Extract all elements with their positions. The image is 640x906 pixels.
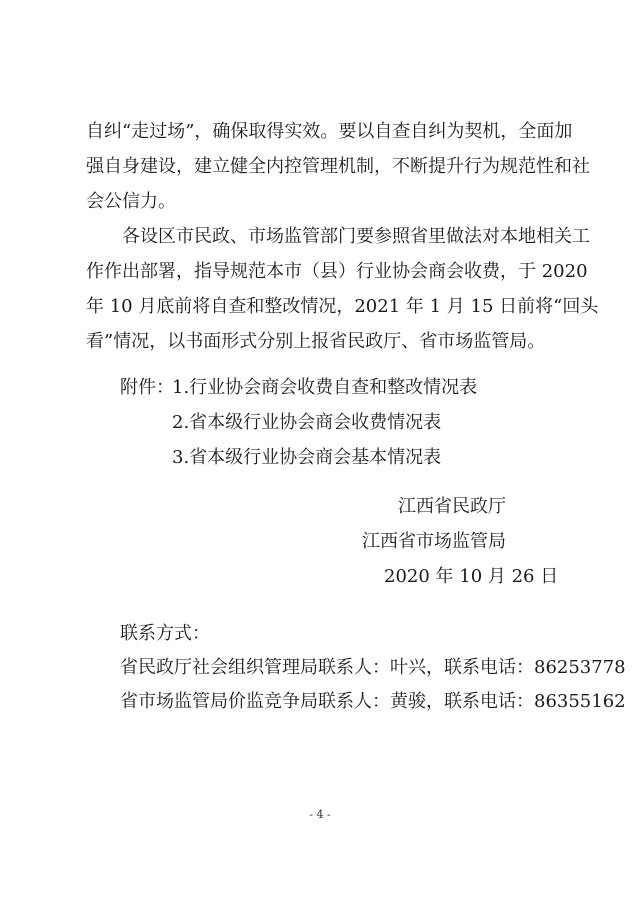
paragraph-2-line-3: 年 10 月底前将自查和整改情况，2021 年 1 月 15 日前将“回头 — [86, 296, 599, 317]
paragraph-1-line-2: 强自身建设，建立健全内控管理机制，不断提升行为规范性和社 — [86, 156, 590, 177]
signature-issuer-1: 江西省民政厅 — [398, 496, 506, 517]
attachment-row-3 — [0, 442, 640, 474]
attachment-label: 附件： — [120, 377, 174, 398]
paragraph-1-line-1: 自纠“走过场”，确保取得实效。要以自查自纠为契机，全面加 — [86, 121, 573, 142]
paragraph-1-line-3: 会公信力。 — [86, 191, 176, 212]
paragraph-2-line-2: 作作出部署，指导规范本市（县）行业协会商会收费，于 2020 — [86, 261, 588, 282]
signature-issuer-2: 江西省市场监管局 — [362, 531, 506, 552]
contact-line-2: 省市场监管局价监竞争局联系人：黄骏，联系电话：86355162 — [120, 691, 626, 712]
attachment-item-1: 1.行业协会商会收费自查和整改情况表 — [172, 377, 478, 398]
attachment-item-3: 3.省本级行业协会商会基本情况表 — [172, 447, 442, 468]
attachment-item-2: 2.省本级行业协会商会收费情况表 — [172, 412, 442, 433]
contact-line-1: 省民政厅社会组织管理局联系人：叶兴，联系电话：86253778 — [120, 657, 626, 678]
paragraph-2-line-4: 看”情况，以书面形式分别上报省民政厅、省市场监管局。 — [86, 331, 546, 352]
attachment-row-2 — [0, 407, 640, 439]
contacts-heading: 联系方式： — [120, 623, 210, 644]
paragraph-2-line-1: 各设区市民政、市场监管部门要参照省里做法对本地相关工 — [122, 226, 590, 247]
attachment-row-1 — [0, 372, 640, 404]
signature-date: 2020 年 10 月 26 日 — [384, 566, 559, 587]
page-number: - 4 - — [309, 808, 331, 821]
